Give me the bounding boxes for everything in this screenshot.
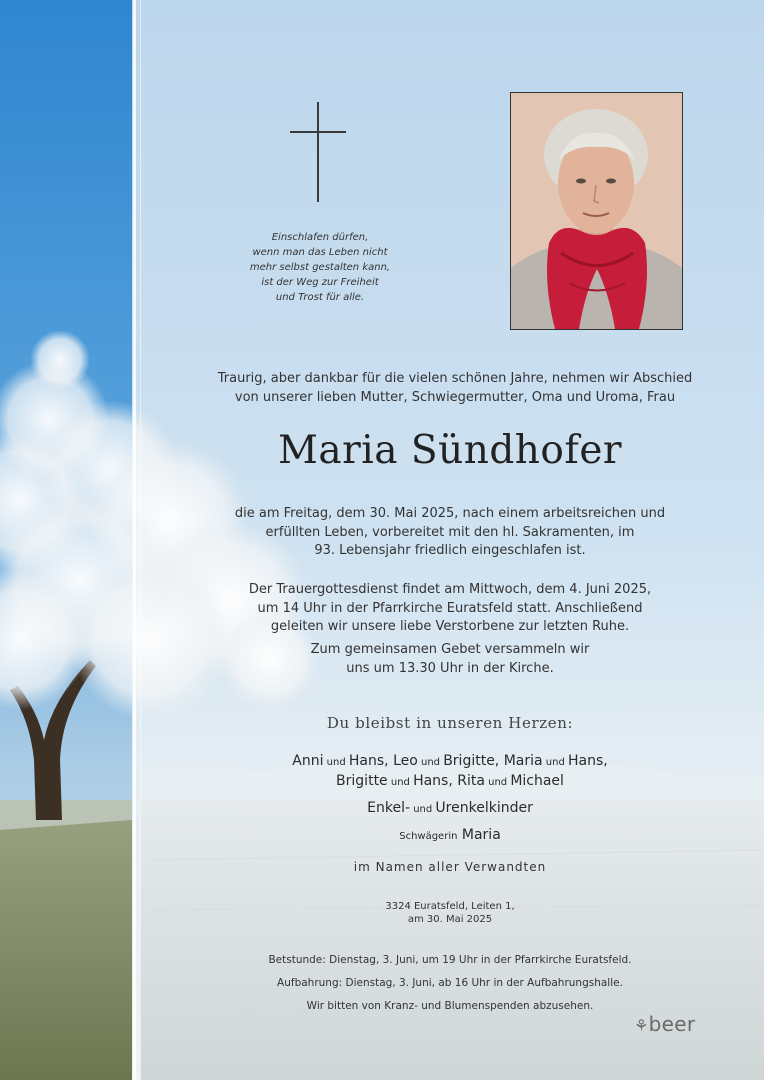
logo-text: beer	[648, 1012, 696, 1036]
date-line: am 30. Mai 2025	[407, 914, 493, 925]
notices-block	[150, 949, 750, 1018]
funeral-home-logo	[634, 1012, 695, 1036]
service-line: Der Trauergottesdienst findet am Mittwoch, dem 4. Juni 2025,	[248, 582, 652, 597]
intro-line: Traurig, aber dankbar für die vielen schönen Jahre, nehmen wir Abschied	[217, 371, 693, 386]
intro-text	[160, 369, 750, 407]
relatives-line: im Namen aller Verwandten	[353, 860, 547, 874]
family-line-2: Brigitte und Hans, Rita und Michael	[336, 773, 564, 789]
notice-line: Betstunde: Dienstag, 3. Juni, um 19 Uhr in der Pfarrkirche Euratsfeld.	[268, 954, 632, 966]
quote-line: ist der Weg zur Freiheit	[261, 277, 379, 288]
vertical-divider	[133, 0, 136, 1080]
service-line: um 14 Uhr in der Pfarrkirche Euratsfeld statt. Anschließend	[257, 600, 643, 616]
portrait-photo	[510, 92, 683, 330]
notice-line: Aufbahrung: Dienstag, 3. Juni, ab 16 Uhr in der Aufbahrungshalle.	[277, 977, 623, 989]
quote-line: wenn man das Leben nicht	[252, 247, 388, 258]
family-line-3: Enkel- und Urenkelkinder	[367, 800, 533, 816]
logo-icon: ⚘	[634, 1016, 649, 1035]
hearts-heading: Du bleibst in unseren Herzen:	[326, 714, 574, 732]
notice-line: Wir bitten von Kranz- und Blumenspenden abzusehen.	[306, 1000, 594, 1012]
quote-line: und Trost für alle.	[275, 292, 365, 303]
deceased-name: Maria Sündhofer	[277, 428, 623, 473]
prayer-text	[150, 641, 750, 678]
passing-text	[150, 505, 750, 561]
passing-line: erfüllten Leben, vorbereitet mit den hl. Sakramenten, im	[265, 524, 635, 540]
quote-line: mehr selbst gestalten kann,	[249, 262, 391, 273]
address-block	[150, 900, 750, 926]
intro-line: von unserer lieben Mutter, Schwiegermutter, Oma und Uroma, Frau	[234, 390, 676, 405]
family-line-1: Anni und Hans, Leo und Brigitte, Maria und Hans,	[292, 753, 608, 769]
address-line: 3324 Euratsfeld, Leiten 1,	[385, 901, 515, 912]
vertical-divider-thin	[140, 0, 141, 1080]
sister-in-law: Schwägerin Maria	[399, 827, 501, 843]
service-text	[150, 581, 750, 637]
memorial-quote	[220, 230, 420, 305]
prayer-line: uns um 13.30 Uhr in der Kirche.	[346, 660, 554, 676]
prayer-line: Zum gemeinsamen Gebet versammeln wir	[310, 642, 590, 657]
quote-line: Einschlafen dürfen,	[271, 232, 369, 243]
service-line: geleiten wir unsere liebe Verstorbene zur letzten Ruhe.	[270, 619, 630, 634]
passing-line: 93. Lebensjahr friedlich eingeschlafen ist.	[314, 543, 586, 558]
passing-line: die am Freitag, dem 30. Mai 2025, nach einem arbeitsreichen und	[234, 506, 666, 521]
